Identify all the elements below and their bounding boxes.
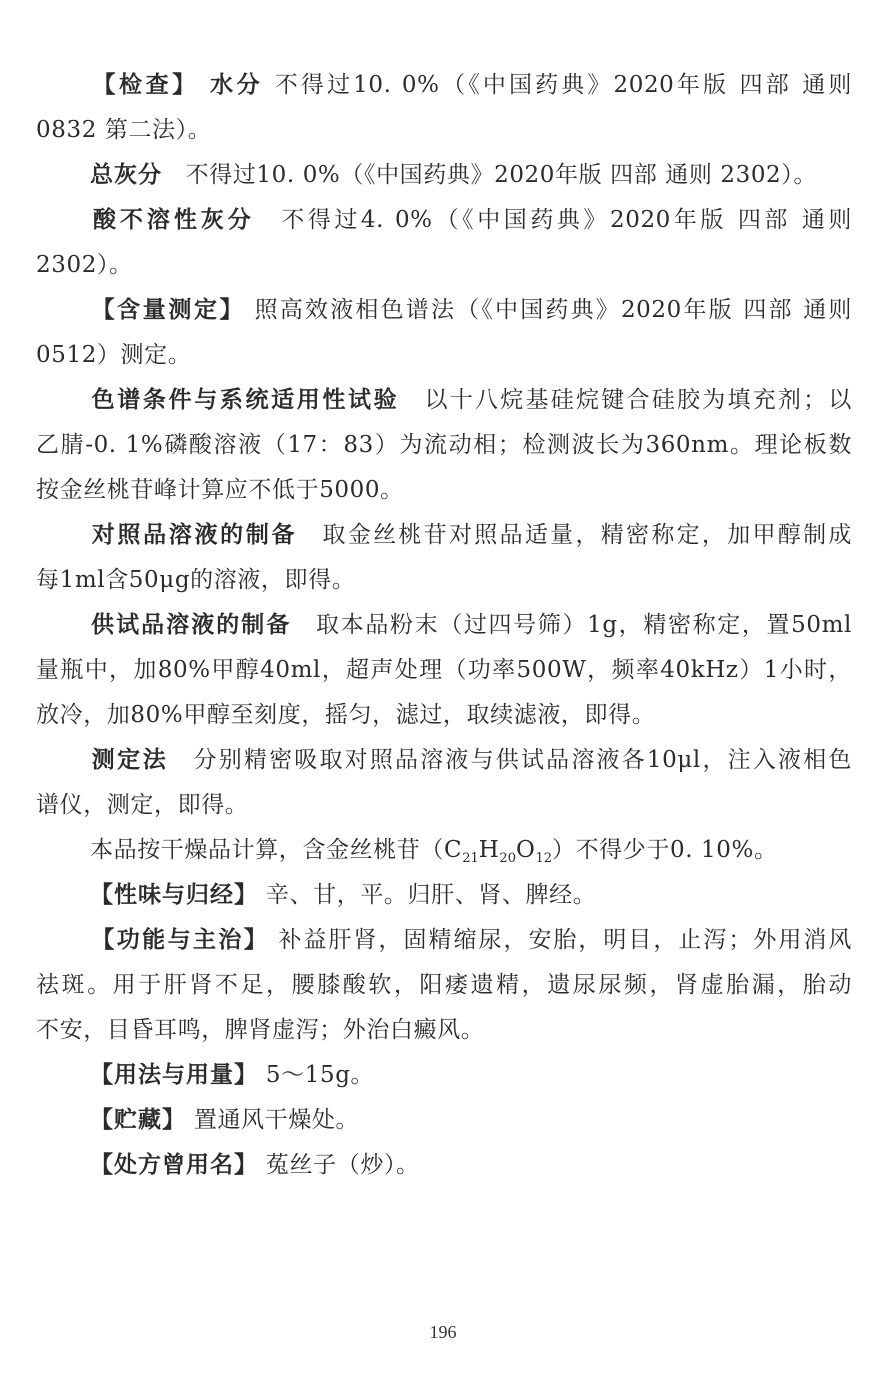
storage-text: 置通风干燥处。 (193, 1107, 360, 1133)
total-ash-line (90, 160, 817, 190)
item-heading-reference-solution: 对照品溶液的制备 (90, 522, 298, 548)
assay-line-1 (36, 295, 852, 325)
assay-text: 照高效液相色谱法（《中国药典》2020年版 四部 通则 (254, 297, 852, 323)
former-name-line (90, 1150, 420, 1180)
test-solution-text: 取本品粉末（过四号筛）1g，精密称定，置50ml (316, 612, 852, 638)
moisture-text: 不得过10. 0%（《中国药典》2020年版 四部 通则 (274, 72, 853, 98)
check-line-2: 0832 第二法）。 (36, 117, 212, 143)
storage-line (90, 1105, 359, 1135)
item-heading-test-solution: 供试品溶液的制备 (90, 612, 292, 638)
total-ash-text: 不得过10. 0%（《中国药典》2020年版 四部 通则 2302）。 (185, 162, 817, 188)
function-line-1 (36, 925, 852, 955)
item-heading-procedure: 测定法 (90, 747, 169, 773)
item-heading-acid-ash: 酸不溶性灰分 (90, 207, 255, 233)
section-heading-assay: 【含量测定】 (90, 297, 246, 323)
section-heading-function: 【功能与主治】 (90, 927, 270, 953)
content-limit-line: 本品按干燥品计算，含金丝桃苷$(C_{21}H_{20}O_{12})$不得少于0. 10%。 (90, 837, 778, 866)
chromatography-line-2: 乙腈-0. 1%磷酸溶液（17：83）为流动相；检测波长为360nm。理论板数 (36, 432, 852, 458)
function-line-2: 祛斑。用于肝肾不足，腰膝酸软，阳痿遗精，遗尿尿频，肾虚胎漏，胎动 (36, 972, 852, 998)
page-number: 196 (429, 1322, 457, 1342)
procedure-text: 分别精密吸取对照品溶液与供试品溶液各10μl，注入液相色 (193, 747, 852, 773)
acid-ash-line-1 (36, 205, 852, 235)
chromatography-text: 以十八烷基硅烷键合硅胶为填充剂；以 (424, 387, 853, 413)
formula: $C_{21}H_{20}O_{12}$ (444, 837, 552, 866)
check-line-1 (36, 70, 852, 100)
dosage-line (90, 1060, 374, 1090)
test-solution-line-2: 量瓶中，加80%甲醇40ml，超声处理（功率500W，频率40kHz）1小时， (36, 657, 852, 683)
item-heading-moisture: 水分 (198, 72, 275, 98)
former-name-text: 菟丝子（炒）。 (265, 1152, 420, 1178)
procedure-line-1 (36, 745, 852, 775)
section-heading-former-name: 【处方曾用名】 (90, 1152, 258, 1178)
section-heading-nature: 【性味与归经】 (90, 882, 258, 908)
chromatography-line-3: 按金丝桃苷峰计算应不低于5000。 (36, 477, 404, 503)
chromatography-line-1 (36, 385, 852, 415)
section-heading-check: 【检查】 (90, 72, 199, 98)
acid-ash-line-2: 2302）。 (36, 252, 133, 278)
reference-solution-line-2: 每1ml含50μg的溶液，即得。 (36, 567, 356, 593)
function-text: 补益肝肾，固精缩尿，安胎，明目，止泻；外用消风 (278, 927, 852, 953)
dosage-text: 5～15g。 (265, 1062, 375, 1088)
section-heading-storage: 【贮藏】 (90, 1107, 186, 1133)
procedure-line-2: 谱仪，测定，即得。 (36, 792, 249, 818)
acid-ash-text: 不得过4. 0%（《中国药典》2020年版 四部 通则 (281, 207, 852, 233)
item-heading-chromatography: 色谱条件与系统适用性试验 (90, 387, 400, 413)
item-heading-total-ash: 总灰分 (90, 162, 162, 188)
reference-solution-line-1 (36, 520, 852, 550)
test-solution-line-3: 放冷，加80%甲醇至刻度，摇匀，滤过，取续滤液，即得。 (36, 702, 656, 728)
test-solution-line-1 (36, 610, 852, 640)
nature-text: 辛、甘，平。归肝、肾、脾经。 (265, 882, 597, 908)
reference-solution-text: 取金丝桃苷对照品适量，精密称定，加甲醇制成 (322, 522, 852, 548)
assay-line-2: 0512）测定。 (36, 342, 192, 368)
function-line-3: 不安，目昏耳鸣，脾肾虚泻；外治白癜风。 (36, 1017, 485, 1043)
section-heading-dosage: 【用法与用量】 (90, 1062, 258, 1088)
nature-line (90, 880, 596, 910)
